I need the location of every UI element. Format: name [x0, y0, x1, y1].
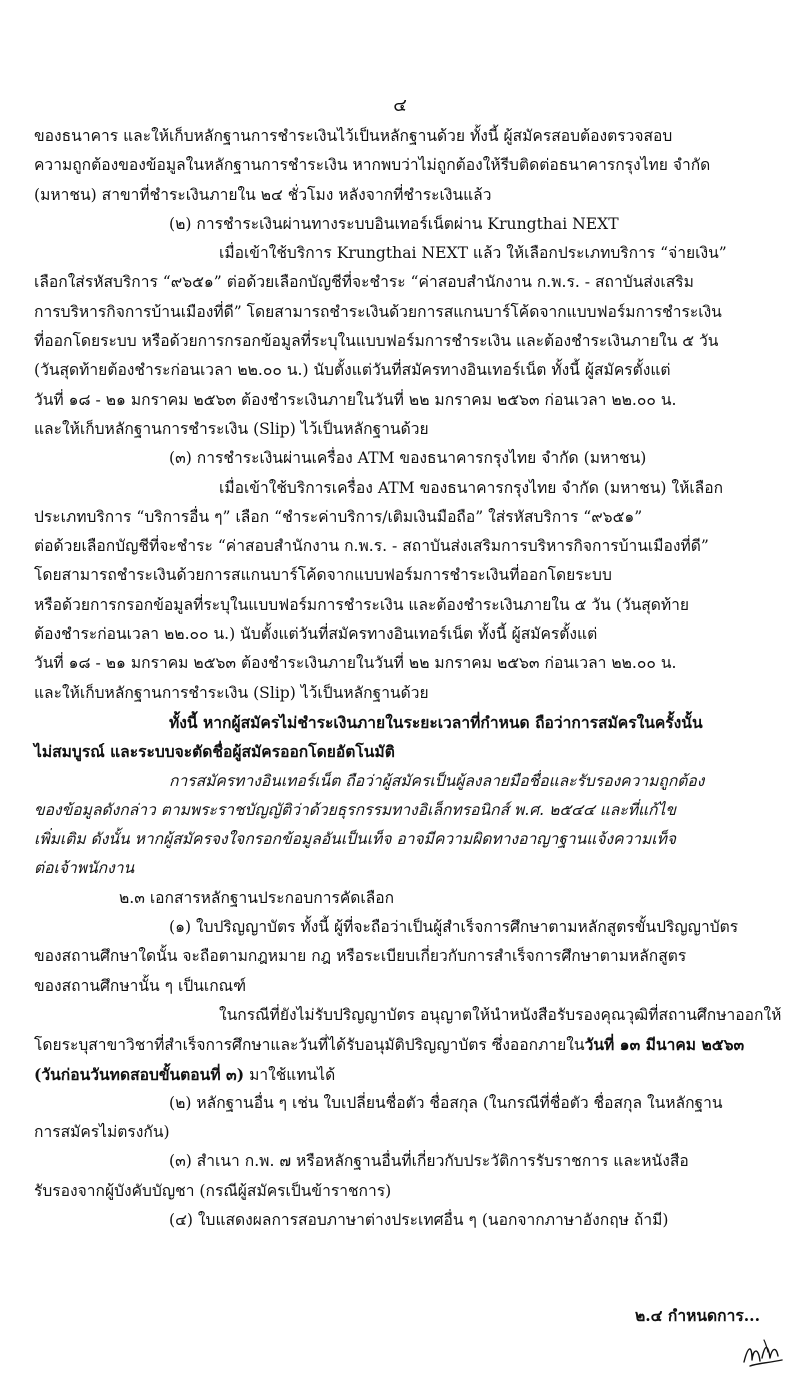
text-line: ต้องชำระก่อนเวลา ๒๒.๐๐ น.) นับตั้งแต่วันที่สมัครทางอินเทอร์เน็ต ทั้งนี้ ผู้สมัครตั้งแต่ — [34, 625, 598, 644]
text-line: เมื่อเข้าใช้บริการ Krungthai NEXT แล้ว ให้เลือกประเภทบริการ “จ่ายเงิน” — [219, 244, 727, 263]
text-line: การบริหารกิจการบ้านเมืองที่ดี” โดยสามารถชำระเงินด้วยการสแกนบาร์โค้ดจากแบบฟอร์มการชำระเงิน — [34, 302, 722, 321]
text-line: (๒) หลักฐานอื่น ๆ เช่น ใบเปลี่ยนชื่อตัว ชื่อสกุล (ในกรณีที่ชื่อตัว ชื่อสกุล ในหลักฐาน — [169, 1093, 723, 1112]
text-span: มาใช้แทนได้ — [249, 1065, 336, 1084]
text-line: ของธนาคาร และให้เก็บหลักฐานการชำระเงินไว้เป็นหลักฐานด้วย ทั้งนี้ ผู้สมัครสอบต้องตรวจสอบ — [34, 127, 673, 145]
next-page-reference: ๒.๔ กำหนดการ... — [634, 1306, 760, 1325]
bold-notice-line: ทั้งนี้ หากผู้สมัครไม่ชำระเงินภายในระยะเวลาที่กำหนด ถือว่าการสมัครในครั้งนั้น — [169, 712, 703, 732]
text-line: และให้เก็บหลักฐานการชำระเงิน (Slip) ไว้เป็นหลักฐานด้วย — [34, 683, 429, 702]
italic-legal-line: เพิ่มเติม ดังนั้น หากผู้สมัครจงใจกรอกข้อมูลอันเป็นเท็จ อาจมีความผิดทางอาญาฐานแจ้งความเท็จ — [34, 830, 677, 849]
bold-date-span: (วันก่อนวันทดสอบขั้นตอนที่ ๓) — [34, 1064, 245, 1084]
text-line: ของสถานศึกษานั้น ๆ เป็นเกณฑ์ — [34, 976, 247, 995]
text-span: โดยระบุสาขาวิชาที่สำเร็จการศึกษาและวันที่ได้รับอนุมัติปริญญาบัตร ซึ่งออกภายใน — [34, 1036, 585, 1055]
text-line: เลือกใส่รหัสบริการ “๙๖๕๑” ต่อด้วยเลือกบัญชีที่จะชำระ “ค่าสอบสำนักงาน ก.พ.ร. - สถาบันส่งเสริม — [34, 273, 694, 292]
page-number: ๔ — [393, 95, 407, 116]
text-line: เมื่อเข้าใช้บริการเครื่อง ATM ของธนาคารกรุงไทย จำกัด (มหาชน) ให้เลือก — [219, 478, 724, 497]
text-line: (มหาชน) สาขาที่ชำระเงินภายใน ๒๔ ชั่วโมง หลังจากที่ชำระเงินแล้ว — [34, 185, 492, 204]
text-line: การสมัครไม่ตรงกัน) — [34, 1123, 170, 1142]
bold-date-span: วันที่ ๑๓ มีนาคม ๒๕๖๓ — [584, 1035, 745, 1055]
text-line: (วันสุดท้ายต้องชำระก่อนเวลา ๒๒.๐๐ น.) นับตั้งแต่วันที่สมัครทางอินเทอร์เน็ต ทั้งนี้ ผู้สมัครตั้งแต่ — [34, 361, 671, 380]
bold-notice-line: ไม่สมบูรณ์ และระบบจะตัดชื่อผู้สมัครออกโดยอัตโนมัติ — [34, 742, 395, 762]
section-heading-payment-internet: (๒) การชำระเงินผ่านทางระบบอินเทอร์เน็ตผ่าน Krungthai NEXT — [169, 214, 619, 233]
text-line: (๔) ใบแสดงผลการสอบภาษาต่างประเทศอื่น ๆ (นอกจากภาษาอังกฤษ ถ้ามี) — [169, 1210, 669, 1229]
text-line: ในกรณีที่ยังไม่รับปริญญาบัตร อนุญาตให้นำหนังสือรับรองคุณวุฒิที่สถานศึกษาออกให้ — [219, 1005, 782, 1024]
document-body — [34, 122, 782, 1235]
signature-icon — [740, 1336, 786, 1372]
text-line — [34, 1060, 770, 1089]
text-line: รับรองจากผู้บังคับบัญชา (กรณีผู้สมัครเป็นข้าราชการ) — [34, 1181, 392, 1200]
italic-legal-line: ต่อเจ้าพนักงาน — [34, 859, 135, 878]
text-line: หรือด้วยการกรอกข้อมูลที่ระบุในแบบฟอร์มการชำระเงิน และต้องชำระเงินภายใน ๕ วัน (วันสุดท้าย — [34, 595, 690, 614]
text-line: ที่ออกโดยระบบ หรือด้วยการกรอกข้อมูลที่ระบุในแบบฟอร์มการชำระเงิน และต้องชำระเงินภายใน ๕ วัน — [34, 332, 719, 351]
text-line: วันที่ ๑๘ - ๒๑ มกราคม ๒๕๖๓ ต้องชำระเงินภายในวันที่ ๒๒ มกราคม ๒๕๖๓ ก่อนเวลา ๒๒.๐๐ น. — [34, 390, 677, 409]
section-heading-documents: ๒.๓ เอกสารหลักฐานประกอบการคัดเลือก — [119, 888, 395, 907]
text-line: ของสถานศึกษาใดนั้น จะถือตามกฎหมาย กฎ หรือระเบียบเกี่ยวกับการสำเร็จการศึกษาตามหลักสูตร — [34, 947, 687, 966]
text-line: ประเภทบริการ “บริการอื่น ๆ” เลือก “ชำระค่าบริการ/เติมเงินมือถือ” ใส่รหัสบริการ “๙๖๕๑” — [34, 507, 643, 526]
text-line: (๑) ใบปริญญาบัตร ทั้งนี้ ผู้ที่จะถือว่าเป็นผู้สำเร็จการศึกษาตามหลักสูตรขั้นปริญญาบัตร — [169, 918, 739, 937]
text-line: โดยสามารถชำระเงินด้วยการสแกนบาร์โค้ดจากแบบฟอร์มการชำระเงินที่ออกโดยระบบ — [34, 566, 612, 585]
text-line: วันที่ ๑๘ - ๒๑ มกราคม ๒๕๖๓ ต้องชำระเงินภายในวันที่ ๒๒ มกราคม ๒๕๖๓ ก่อนเวลา ๒๒.๐๐ น. — [34, 654, 677, 673]
text-line: (๓) สำเนา ก.พ. ๗ หรือหลักฐานอื่นที่เกี่ยวกับประวัติการรับราชการ และหนังสือ — [169, 1152, 689, 1171]
italic-legal-line: การสมัครทางอินเทอร์เน็ต ถือว่าผู้สมัครเป็นผู้ลงลายมือชื่อและรับรองความถูกต้อง — [169, 771, 705, 790]
italic-legal-line: ของข้อมูลดังกล่าว ตามพระราชบัญญัติว่าด้วยธุรกรรมทางอิเล็กทรอนิกส์ พ.ศ. ๒๕๔๔ และที่แก้ไข — [34, 800, 676, 819]
text-line — [34, 1030, 770, 1059]
text-line: และให้เก็บหลักฐานการชำระเงิน (Slip) ไว้เป็นหลักฐานด้วย — [34, 419, 429, 438]
text-line: ต่อด้วยเลือกบัญชีที่จะชำระ “ค่าสอบสำนักงาน ก.พ.ร. - สถาบันส่งเสริมการบริหารกิจการบ้านเมืองที่ดี” — [34, 537, 709, 556]
section-heading-payment-atm: (๓) การชำระเงินผ่านเครื่อง ATM ของธนาคารกรุงไทย จำกัด (มหาชน) — [169, 449, 647, 468]
text-line: ความถูกต้องของข้อมูลในหลักฐานการชำระเงิน หากพบว่าไม่ถูกต้องให้รีบติดต่อธนาคารกรุงไทย จำกัด — [34, 156, 711, 175]
